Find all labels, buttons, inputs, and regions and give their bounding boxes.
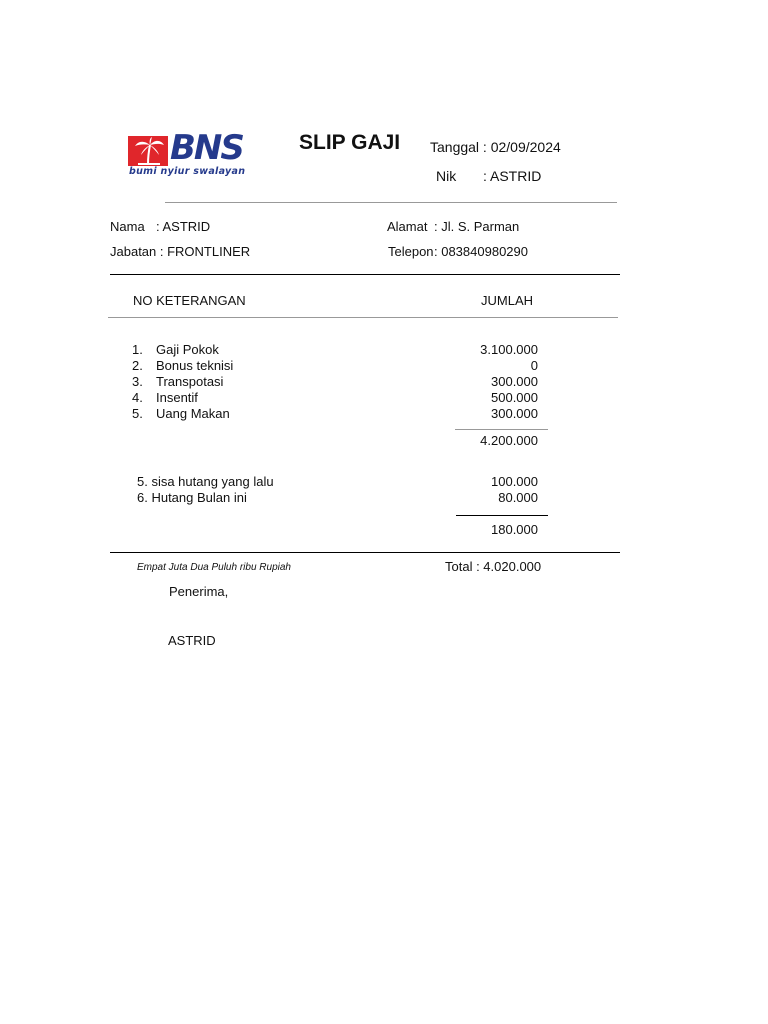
telepon-value: : 083840980290 <box>434 244 528 259</box>
item-number: 2. <box>132 358 143 373</box>
list-item <box>0 474 768 490</box>
telepon-label: Telepon <box>388 244 434 259</box>
deduction-amount: 80.000 <box>498 490 538 505</box>
deductions-subtotal-line <box>456 515 548 516</box>
receiver-name: ASTRID <box>168 633 216 648</box>
item-label: Insentif <box>156 390 198 405</box>
item-number: 3. <box>132 374 143 389</box>
item-label: Uang Makan <box>156 406 230 421</box>
item-label: Bonus teknisi <box>156 358 234 373</box>
deduction-label: 5. sisa hutang yang lalu <box>137 474 274 489</box>
item-label: Transpotasi <box>156 374 224 389</box>
page-title: SLIP GAJI <box>299 131 401 154</box>
col-header-keterangan: NO KETERANGAN <box>133 293 246 308</box>
item-amount: 300.000 <box>491 374 538 389</box>
item-amount: 300.000 <box>491 406 538 421</box>
info-divider <box>110 274 620 275</box>
deduction-amount: 100.000 <box>491 474 538 489</box>
nama-value: : ASTRID <box>156 219 211 234</box>
amount-in-words: Empat Juta Dua Puluh ribu Rupiah <box>137 562 291 573</box>
nama-label: Nama <box>110 219 145 234</box>
total-divider <box>110 552 620 553</box>
date-label: Tanggal : 02/09/2024 <box>430 139 561 155</box>
deductions-total: 180.000 <box>491 522 538 537</box>
item-label: Gaji Pokok <box>156 342 219 357</box>
col-header-jumlah: JUMLAH <box>481 293 534 308</box>
item-number: 1. <box>132 342 143 357</box>
nik-label: Nik <box>436 168 457 184</box>
palm-tree-icon <box>128 136 168 166</box>
earnings-subtotal-line <box>455 429 548 430</box>
table-header-divider <box>108 317 618 318</box>
item-amount: 0 <box>530 358 538 373</box>
receiver-label: Penerima, <box>169 584 229 599</box>
list-item <box>0 374 768 390</box>
item-number: 4. <box>132 390 143 405</box>
item-number: 5. <box>132 406 143 421</box>
grand-total: Total : 4.020.000 <box>445 559 542 574</box>
list-item <box>0 490 768 506</box>
alamat-label: Alamat <box>387 219 428 234</box>
list-item <box>0 390 768 406</box>
list-item <box>0 342 768 358</box>
nik-value: : ASTRID <box>483 168 542 184</box>
alamat-value: : Jl. S. Parman <box>434 219 520 234</box>
item-amount: 3.100.000 <box>480 342 538 357</box>
company-logo <box>128 128 252 180</box>
item-amount: 500.000 <box>491 390 538 405</box>
header-divider <box>165 202 617 203</box>
logo-tagline: bumi nyiur swalayan <box>129 166 246 177</box>
list-item <box>0 358 768 374</box>
logo-brand: BNS <box>170 128 243 168</box>
earnings-total: 4.200.000 <box>480 433 538 448</box>
jabatan-label: Jabatan : FRONTLINER <box>110 244 251 259</box>
deduction-label: 6. Hutang Bulan ini <box>137 490 247 505</box>
list-item <box>0 406 768 422</box>
